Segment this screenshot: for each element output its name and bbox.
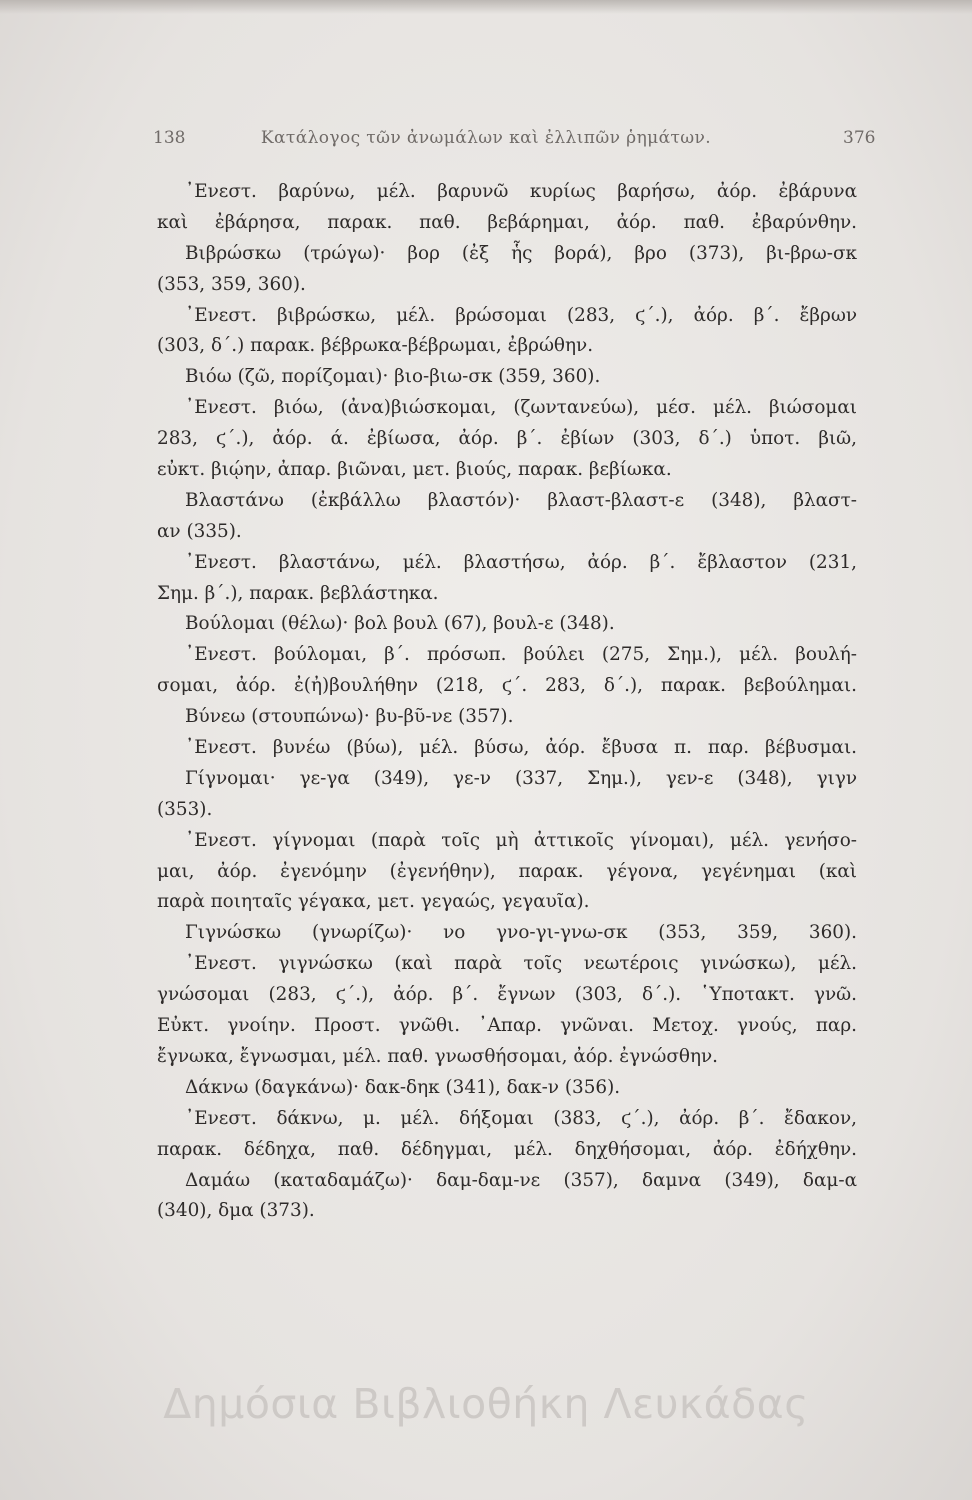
text-line: μαι, ἀόρ. ἐγενόμην (ἐγενήθην), παρακ. γέγονα, γεγένημαι (καὶ (157, 860, 857, 882)
section-number: 376 (843, 128, 876, 148)
text-line: Δαμάω (καταδαμάζω)· δαμ-δαμ-νε (357), δαμνα (349), δαμ-α (185, 1169, 857, 1191)
text-line: Εὐκτ. γνοίην. Προστ. γνῶθι. ᾿Απαρ. γνῶναι. Μετοχ. γνούς, παρ. (157, 1015, 857, 1037)
text-line: ᾿Ενεστ. βλαστάνω, μέλ. βλαστήσω, ἀόρ. β΄. ἔβλαστον (231, (185, 551, 857, 573)
text-line: ᾿Ενεστ. γίγνομαι (παρὰ τοῖς μὴ ἀττικοῖς γίνομαι), μέλ. γενήσο- (185, 829, 857, 851)
text-line: σομαι, ἀόρ. ἐ(ἠ)βουλήθην (218, ϛ΄. 283, δ΄.), παρακ. βεβούλημαι. (157, 675, 857, 697)
text-line: ᾿Ενεστ. βούλομαι, β΄. πρόσωπ. βούλει (275, Σημ.), μέλ. βουλή- (185, 644, 857, 666)
text-line: παρακ. δέδηχα, παθ. δέδηγμαι, μέλ. δηχθήσομαι, ἀόρ. ἐδήχθην. (157, 1138, 857, 1160)
text-line: ᾿Ενεστ. γιγνώσκω (καὶ παρὰ τοῖς νεωτέροις γινώσκω), μέλ. (185, 953, 857, 975)
text-line: (353, 359, 360). (157, 273, 306, 295)
page-number: 138 (153, 128, 186, 148)
text-line: ἔγνωκα, ἔγνωσμαι, μέλ. παθ. γνωσθήσομαι, ἀόρ. ἐγνώσθην. (157, 1045, 719, 1067)
text-line: (340), δμα (373). (157, 1200, 315, 1222)
text-line: (303, δ΄.) παρακ. βέβρωκα-βέβρωμαι, ἐβρώθην. (157, 335, 594, 357)
text-line: (353). (157, 798, 213, 820)
text-line: Βούλομαι (θέλω)· βολ βουλ (67), βουλ-ε (348). (185, 613, 615, 635)
text-line: παρὰ ποιηταῖς γέγακα, μετ. γεγαώς, γεγαυῖα). (157, 891, 590, 913)
page-edge-shadow (0, 0, 972, 14)
text-line: Βύνεω (στουπώνω)· βυ-βῦ-νε (357). (185, 706, 514, 728)
text-line: ᾿Ενεστ. βυνέω (βύω), μέλ. βύσω, ἀόρ. ἔβυσα π. παρ. βέβυσμαι. (185, 737, 857, 759)
text-line: καὶ ἐβάρησα, παρακ. παθ. βεβάρημαι, ἀόρ. παθ. ἐβαρύνθην. (157, 211, 857, 233)
text-line: γνώσομαι (283, ϛ΄.), ἀόρ. β΄. ἔγνων (303, δ΄.). ῾Υποτακτ. γνῶ. (157, 984, 857, 1006)
text-line: Γίγνομαι· γε-γα (349), γε-ν (337, Σημ.), γεν-ε (348), γιγν (185, 767, 857, 789)
text-line: ᾿Ενεστ. βιβρώσκω, μέλ. βρώσομαι (283, ϛ΄.), ἀόρ. β΄. ἔβρων (185, 304, 857, 326)
text-line: Βλαστάνω (ἐκβάλλω βλαστόν)· βλαστ-βλαστ-ε (348), βλαστ- (185, 489, 857, 511)
body-text (157, 177, 857, 1227)
text-line: Γιγνώσκω (γνωρίζω)· νο γνο-γι-γνω-σκ (353, 359, 360). (185, 922, 857, 944)
text-line: Δάκνω (δαγκάνω)· δακ-δηκ (341), δακ-ν (356). (185, 1076, 621, 1098)
text-line: εὐκτ. βιῴην, ἀπαρ. βιῶναι, μετ. βιούς, παρακ. βεβίωκα. (157, 459, 672, 481)
text-line: ᾿Ενεστ. δάκνω, μ. μέλ. δήξομαι (383, ϛ΄.), ἀόρ. β΄. ἔδακον, (185, 1107, 857, 1129)
library-watermark: Δημόσια Βιβλιοθήκη Λευκάδας (163, 1380, 809, 1428)
text-line: Βιόω (ζῶ, πορίζομαι)· βιο-βιω-σκ (359, 360). (185, 366, 601, 388)
text-line: ᾿Ενεστ. βαρύνω, μέλ. βαρυνῶ κυρίως βαρήσω, ἀόρ. ἐβάρυνα (185, 181, 857, 202)
running-head-title: Κατάλογος τῶν ἀνωμάλων καὶ ἐλλιπῶν ῥημάτων. (260, 128, 712, 148)
text-line: Σημ. β΄.), παρακ. βεβλάστηκα. (157, 582, 439, 604)
text-line: αν (335). (157, 520, 242, 542)
text-line: Βιβρώσκω (τρώγω)· βορ (ἐξ ἧς βορά), βρο (373), βι-βρω-σκ (185, 242, 857, 264)
text-line: ᾿Ενεστ. βιόω, (ἀνα)βιώσκομαι, (ζωντανεύω), μέσ. μέλ. βιώσομαι (185, 397, 857, 419)
running-head (0, 128, 972, 152)
text-line: 283, ϛ΄.), ἀόρ. ά. ἐβίωσα, ἀόρ. β΄. ἐβίων (303, δ΄.) ὑποτ. βιῶ, (157, 428, 857, 450)
